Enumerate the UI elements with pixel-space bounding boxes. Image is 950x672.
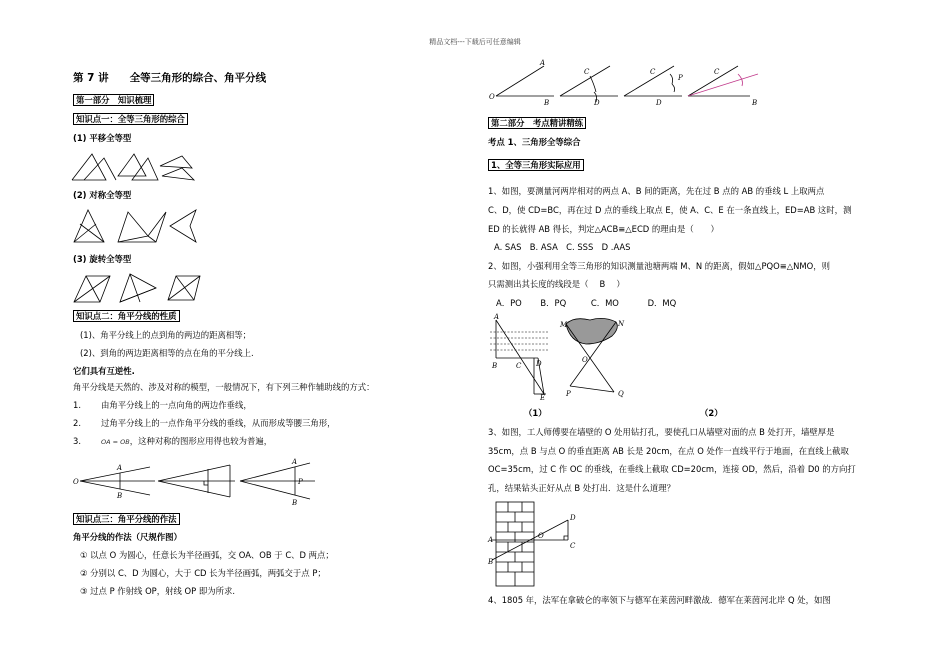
fig-c-label-p: P [298,478,303,486]
question-4-line-1: 4、1805 年，法军在拿破仑的率领下与德军在莱茵河畔激战．德军在莱茵河北岸 Q 处，如图 [488,595,831,605]
question-2-option-d: D．MQ [647,298,677,308]
converse-note: 它们具有互逆性. [73,366,135,376]
property-2: (2)、到角的两边距离相等的点在角的平分线上. [80,348,254,358]
river-label-b: B [492,362,498,370]
method-3-num: 3. [73,436,81,446]
wall-label-a: A [488,536,494,544]
auxiliary-intro: 角平分线是天然的、涉及对称的模型，一般情况下，有下列三种作辅助线的方式： [73,382,375,392]
wall-figure [488,498,588,588]
property-1: (1)、角平分线上的点到角的两边的距离相等； [80,330,251,340]
fig-a-label-o: O [73,478,79,486]
construction-step-2: ② 分别以 C、D 为圆心，大于 CD 长为半径画弧，两弧交于点 P； [80,568,326,578]
question-1-line-1: 1、如图，要测量河两岸相对的两点 A、B 间的距离，先在过 B 点的 AB 的垂线 L 上取两点 [488,186,825,196]
question-2-line-1: 2、如图，小强利用全等三角形的知识测量池塘两端 M、N 的距离，假如△PQO≡△NMO，则 [488,261,830,271]
pond-label-o: O [582,356,588,364]
top-fig4-label-b: B [752,99,758,107]
question-1-line-3: ED 的长就得 AB 得长，判定△ACB≡△ECD 的理由是（ ） [488,224,719,234]
question-3-line-2: 35cm，点 B 与点 O 的垂直距离 AB 长是 20cm，在点 O 处作一直线平行于地面，在直线上截取 [488,446,849,456]
rotation-figures [70,270,210,306]
pond-label-m: M [560,321,568,329]
construction-title: 角平分线的作法（尺规作图） [73,532,182,542]
fig-c-label-a: A [292,458,298,466]
top-fig1-label-a: A [540,59,546,67]
river-label-e: E [540,394,546,402]
pond-label-n: N [618,320,625,328]
knowledge-point-1: 知识点一：全等三角形的综合 [73,113,188,125]
question-1-options: A. SAS B. ASA C. SSS D .AAS [494,242,631,252]
pond-label-q: Q [618,390,624,398]
top-fig4-label-c: C [714,68,720,76]
figure-caption-1: （1） [524,408,547,418]
question-1-line-2: C、D，使 CD=BC，再在过 D 点的垂线上取点 E，使 A、C、E 在一条直线上，ED=AB 这时，测 [488,205,852,215]
type-rotation: (3) 旋转全等型 [73,254,132,264]
question-3-line-3: OC=35cm，过 C 作 OC 的垂线，在垂线上截取 CD=20cm，连接 OD，然后，沿着 D0 的方向打 [488,464,856,474]
method-2-num: 2. [73,418,81,428]
fig-a-label-a: A [117,464,123,472]
pond-label-p: P [566,390,571,398]
method-3-formula: OA = OB [101,438,130,446]
wall-label-o: O [538,532,544,540]
river-label-c: C [516,362,522,370]
top-fig1-label-o: O [489,93,495,101]
method-3: ，这种对称的图形应用得也较为普遍， [129,436,273,446]
knowledge-point-3: 知识点三：角平分线的作法 [73,513,180,525]
river-figure [488,314,558,400]
method-1: 由角平分线上的一点向角的两边作垂线， [101,400,252,410]
method-1-num: 1. [73,400,81,410]
river-label-d: D [536,360,542,368]
section-part1: 第一部分 知识梳理 [73,94,154,106]
knowledge-point-2: 知识点二：角平分线的性质 [73,310,180,322]
river-label-a: A [494,313,500,321]
sub-topic-1: 1、全等三角形实际应用 [488,159,584,171]
construction-step-1: ① 以点 O 为圆心，任意长为半径画弧，交 OA、OB 于 C、D 两点； [80,550,334,560]
top-fig3-label-c: C [650,68,656,76]
section-part2: 第二部分 考点精讲精练 [488,117,586,129]
symmetric-figures [70,206,210,246]
wall-label-d: D [570,514,576,522]
bisector-figures [70,455,320,507]
method-2: 过角平分线上的一点作角平分线的垂线，从而形成等腰三角形， [101,418,336,428]
type-symmetric: (2) 对称全等型 [73,190,132,200]
top-fig3-label-d: D [656,99,662,107]
top-fig2-label-c: C [584,68,590,76]
top-fig1-label-b: B [544,99,550,107]
question-2-option-c: C．MO [590,298,619,308]
fig-a-label-b: B [117,492,123,500]
figure-caption-2: （2） [700,408,723,418]
question-3-line-4: 孔，结果钻头正好从点 B 处打出．这是什么道理？ [488,483,675,493]
topic-1: 考点 1、三角形全等综合 [488,137,581,147]
pond-figure [560,314,640,400]
top-fig2-label-d: D [594,99,600,107]
question-2-option-a: A．PO [496,298,522,308]
fig-c-label-b: B [292,499,298,507]
question-3-line-1: 3、如图，工人师傅要在墙壁的 O 处用钻打孔，要使孔口从墙壁对面的点 B 处打开，墙壁厚是 [488,427,835,437]
wall-label-c: C [570,542,576,550]
construction-steps-figure [488,58,778,108]
top-fig3-label-p: P [678,74,683,82]
construction-step-3: ③ 过点 P 作射线 OP，射线 OP 即为所求. [80,586,235,596]
lecture-title: 第 7 讲 全等三角形的综合、角平分线 [73,72,267,84]
translation-figures [70,148,210,184]
question-2-option-b: B．PQ [540,298,567,308]
type-translation: (1) 平移全等型 [73,133,132,143]
wall-label-b: B [488,558,494,566]
page-header: 精品文档---下载后可任意编辑 [429,38,521,46]
question-2-line-2: 只需测出其长度的线段是（ B ） [488,279,625,289]
